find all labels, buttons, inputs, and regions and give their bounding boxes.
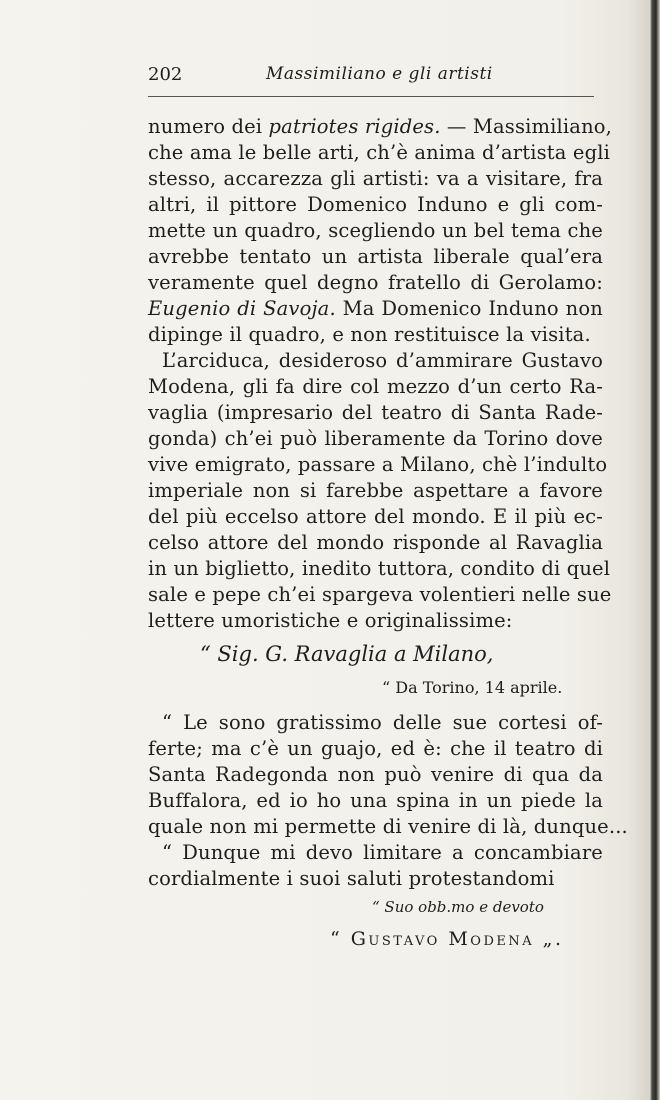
letter-signature: “ Gustavo Modena „. xyxy=(330,928,564,950)
letter-body xyxy=(148,710,628,892)
letter-dateline: “ Da Torino, 14 aprile. xyxy=(382,678,563,697)
page-number: 202 xyxy=(148,64,183,85)
text-line: avrebbe tentato un artista liberale qual’era xyxy=(148,245,603,268)
header-rule xyxy=(148,96,594,97)
letter-paragraph-1 xyxy=(148,710,628,840)
text-line: sale e pepe ch’ei spargeva volentieri nelle sue xyxy=(148,583,612,606)
text-line: altri, il pittore Domenico Induno e gli com- xyxy=(148,193,603,216)
text-line: cordialmente i suoi saluti protestandomi xyxy=(148,867,555,890)
text-line: dipinge il quadro, e non restituisce la visita. xyxy=(148,323,591,346)
letter-closing: “ Suo obb.mo e devoto xyxy=(372,898,544,916)
text-run: numero dei xyxy=(148,115,269,138)
text-line: Buffalora, ed io ho una spina in un piede la xyxy=(148,789,603,812)
text-line xyxy=(148,114,613,140)
text-line: stesso, accarezza gli artisti: va a visitare, fra xyxy=(148,167,603,190)
running-title: Massimiliano e gli artisti xyxy=(266,64,493,84)
text-line: “ Dunque mi devo limitare a concambiare xyxy=(162,841,603,864)
text-line: Santa Radegonda non può venire di qua da xyxy=(148,763,603,786)
text-line: in un biglietto, inedito tuttora, condito di quel xyxy=(148,557,611,580)
text-line: veramente quel degno fratello di Gerolamo: xyxy=(148,271,603,294)
page-edge-shadow xyxy=(632,0,660,1100)
page-header xyxy=(148,60,594,94)
letter-paragraph-2 xyxy=(148,840,603,892)
text-line: vaglia (impresario del teatro di Santa Rade- xyxy=(148,401,603,424)
italic-phrase: patriotes rigides. xyxy=(268,115,441,138)
text-run: Ma Domenico Induno non xyxy=(335,297,603,320)
text-line: imperiale non si farebbe aspettare a favore xyxy=(148,479,603,502)
text-line: “ Le sono gratissimo delle sue cortesi of- xyxy=(162,711,603,734)
text-line: che ama le belle arti, ch’è anima d’artista egli xyxy=(148,141,611,164)
text-line: celso attore del mondo risponde al Ravaglia xyxy=(148,531,603,554)
text-line: lettere umoristiche e originalissime: xyxy=(148,609,513,632)
paragraph-1 xyxy=(148,114,613,348)
letter-salutation: “ Sig. G. Ravaglia a Milano, xyxy=(200,642,494,666)
text-line: gonda) ch’ei può liberamente da Torino dove xyxy=(148,427,603,450)
text-line: quale non mi permette di venire di là, dunque... xyxy=(148,815,628,838)
paragraph-2 xyxy=(148,348,612,634)
text-line: mette un quadro, scegliendo un bel tema che xyxy=(148,219,603,242)
body-text xyxy=(148,114,613,634)
text-line xyxy=(148,296,603,322)
text-line: del più eccelso attore del mondo. E il più ec- xyxy=(148,505,603,528)
text-line: Modena, gli fa dire col mezzo d’un certo Ra- xyxy=(148,375,603,398)
text-line: L’arciduca, desideroso d’ammirare Gustavo xyxy=(162,349,603,372)
italic-phrase: Eugenio di Savoja. xyxy=(148,297,336,320)
text-line: vive emigrato, passare a Milano, chè l’indulto xyxy=(148,453,608,476)
text-run: — Massimiliano, xyxy=(440,115,613,138)
text-line: ferte; ma c’è un guajo, ed è: che il teatro di xyxy=(148,737,603,760)
